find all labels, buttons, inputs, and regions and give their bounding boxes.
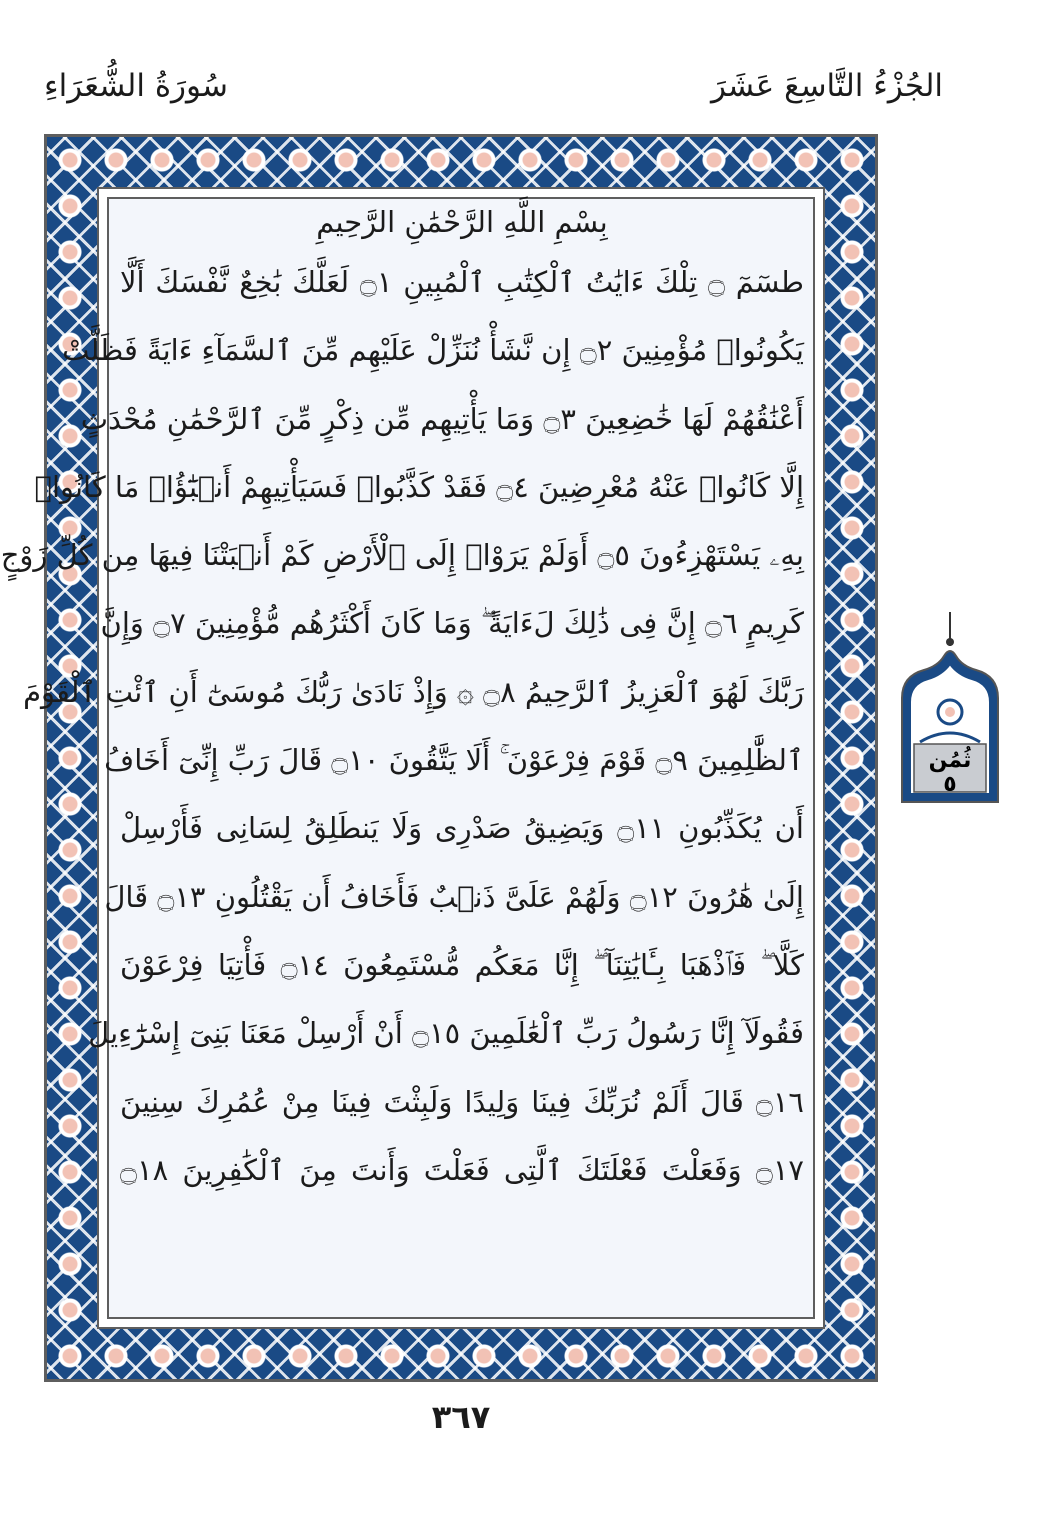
verse-line: ٱلظَّٰلِمِينَ ۝٩ قَوْمَ فِرْعَوْنَ ۚ أَلَا يَتَّقُونَ ۝١٠ قَالَ رَبِّ إِنِّىٓ أَخَافُ [104, 743, 804, 778]
surah-title: سُورَةُ الشُّعَرَاءِ [44, 68, 229, 104]
verse-line: كَرِيمٍ ۝٦ إِنَّ فِى ذَٰلِكَ لَءَايَةً ۖ وَمَا كَانَ أَكْثَرُهُم مُّؤْمِنِينَ ۝٧ وَإِنَّ [100, 606, 804, 641]
verse-line: بِهِۦ يَسْتَهْزِءُونَ ۝٥ أَوَلَمْ يَرَوْا۟ إِلَى ٱلْأَرْضِ كَمْ أَنۢبَتْنَا فِيهَا مِن كُلِّ زَوْجٍ [0, 538, 804, 573]
page-number: ٣٦٧ [431, 1398, 491, 1436]
verse-line: طسٓمٓ ۝ تِلْكَ ءَايَٰتُ ٱلْكِتَٰبِ ٱلْمُبِينِ ۝١ لَعَلَّكَ بَٰخِعٌ نَّفْسَكَ أَلَّا [120, 265, 804, 299]
verse-line: إِلَىٰ هَٰرُونَ ۝١٢ وَلَهُمْ عَلَىَّ ذَنۢبٌ فَأَخَافُ أَن يَقْتُلُونِ ۝١٣ قَالَ [104, 879, 804, 914]
verse-line: ۝١٧ وَفَعَلْتَ فَعْلَتَكَ ٱلَّتِى فَعَلْتَ وَأَنتَ مِنَ ٱلْكَٰفِرِينَ ۝١٨ [120, 1152, 804, 1187]
verse-line: رَبَّكَ لَهُوَ ٱلْعَزِيزُ ٱلرَّحِيمُ ۝٨ ۞ وَإِذْ نَادَىٰ رَبُّكَ مُوسَىٰٓ أَنِ ٱئْتِ ٱلْقَوْمَ [23, 674, 804, 709]
verse-line: ۝١٦ قَالَ أَلَمْ نُرَبِّكَ فِينَا وَلِيدًا وَلَبِثْتَ فِينَا مِنْ عُمُرِكَ سِنِينَ [120, 1084, 804, 1119]
verse-line: فَقُولَآ إِنَّا رَسُولُ رَبِّ ٱلْعَٰلَمِينَ ۝١٥ أَنْ أَرْسِلْ مَعَنَا بَنِىٓ إِسْرَٰٓءِيلَ [88, 1016, 804, 1051]
hizb-marker [898, 612, 1002, 812]
verse-line: يَكُونُوا۟ مُؤْمِنِينَ ۝٢ إِن نَّشَأْ نُنَزِّلْ عَلَيْهِم مِّنَ ٱلسَّمَآءِ ءَايَةً فَظَلَّتْ [62, 333, 804, 368]
juz-title: الجُزْءُ التَّاسِعَ عَشَرَ [710, 68, 943, 104]
basmala: بِسْمِ اللَّهِ الرَّحْمَٰنِ الرَّحِيمِ [316, 205, 608, 239]
verse-line: كَلَّا ۖ فَٱذْهَبَا بِـَٔايَٰتِنَآ ۖ إِنَّا مَعَكُم مُّسْتَمِعُونَ ۝١٤ فَأْتِيَا فِرْعَوْنَ [120, 947, 804, 982]
hizb-label: ثُمُن [928, 748, 972, 773]
verse-block [0, 196, 804, 1204]
hizb-number: ٥ [943, 772, 957, 797]
verse-line: أَعْنَٰقُهُمْ لَهَا خَٰضِعِينَ ۝٣ وَمَا يَأْتِيهِم مِّن ذِكْرٍ مِّنَ ٱلرَّحْمَٰنِ مُحْدَثٍ [80, 401, 804, 436]
verse-line: أَن يُكَذِّبُونِ ۝١١ وَيَضِيقُ صَدْرِى وَلَا يَنطَلِقُ لِسَانِى فَأَرْسِلْ [120, 811, 804, 846]
verse-line: إِلَّا كَانُوا۟ عَنْهُ مُعْرِضِينَ ۝٤ فَقَدْ كَذَّبُوا۟ فَسَيَأْتِيهِمْ أَنۢبَٰٓؤُا۟ مَا كَانُوا۟ [34, 469, 804, 504]
